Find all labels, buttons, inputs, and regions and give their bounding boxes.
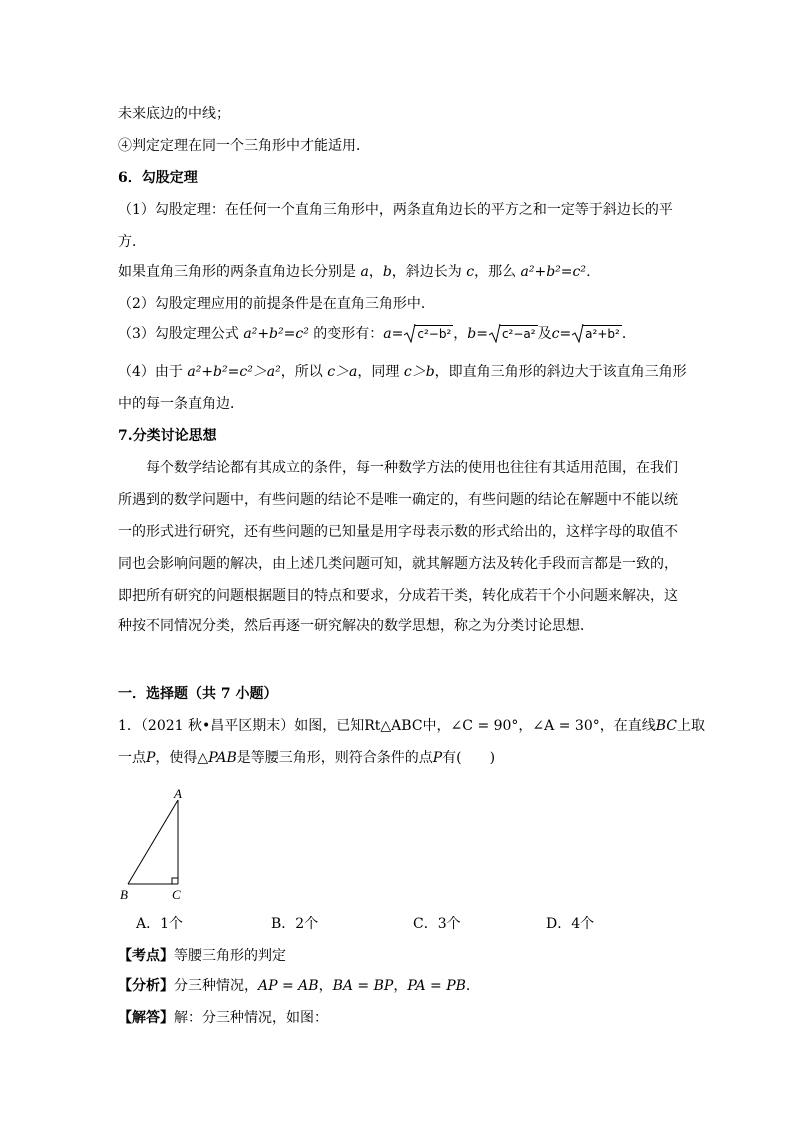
sqrt-expression: a²+b² <box>572 324 622 344</box>
solution: 【解答】解：分三种情况，如图： <box>118 1010 328 1026</box>
text-line: ④判定定理在同一个三角形中才能适用． <box>118 138 370 154</box>
sqrt-expression: c²−b² <box>404 324 453 344</box>
text-line: 如果直角三角形的两条直角边长分别是 a，b，斜边长为 c，那么 a²+b²=c²． <box>118 264 600 280</box>
formula: a²+b²=c²． <box>520 264 600 280</box>
vertex-a-label: A <box>174 786 182 801</box>
knowledge-point: 【考点】等腰三角形的判定 <box>118 948 286 964</box>
option-d[interactable]: D．4个 <box>546 916 595 932</box>
side-ab <box>128 800 178 884</box>
text-line: （4）由于 a²+b²=c²＞a²，所以 c＞a，同理 c＞b，即直角三角形的斜边大于该直角三角形 <box>118 364 687 380</box>
paragraph-line: 同也会影响问题的解决，由上述几类问题可知，就其解题方法及转化手段而言都是一致的， <box>118 556 678 572</box>
paragraph-line: 一的形式进行研究，还有些问题的已知量是用字母表示数的形式给出的，这样字母的取值不 <box>118 524 678 540</box>
paragraph-line: 所遇到的数学问题中，有些问题的结论不是唯一确定的，有些问题的结论在解题中不能以统 <box>118 492 678 508</box>
formula: a²+b²=c² <box>243 326 309 342</box>
text-line: 未来底边的中线； <box>118 106 230 122</box>
right-angle-mark <box>172 878 178 884</box>
vertex-c-label: C <box>172 887 181 902</box>
option-b[interactable]: B．2个 <box>271 916 319 932</box>
text-line: 中的每一条直角边． <box>118 396 244 412</box>
option-a[interactable]: A．1个 <box>136 916 184 932</box>
text-line: （1）勾股定理：在任何一个直角三角形中，两条直角边长的平方之和一定等于斜边长的平 <box>118 202 673 218</box>
text-line: （2）勾股定理应用的前提条件是在直角三角形中． <box>118 296 435 312</box>
section-heading-choice: 一．选择题（共 7 小题） <box>118 686 278 702</box>
paragraph-line: 种按不同情况分类，然后再逐一研究解决的数学思想，称之为分类讨论思想． <box>118 618 594 634</box>
question-line: 一点P，使得△PAB是等腰三角形，则符合条件的点P有( ) <box>118 750 496 766</box>
analysis: 【分析】分三种情况，AP = AB，BA = BP，PA = PB． <box>118 978 480 994</box>
paragraph-line: 即把所有研究的问题根据题目的特点和要求，分成若干类，转化成若干个小问题来解决，这 <box>118 588 678 604</box>
text-line: （3）勾股定理公式 a²+b²=c² 的变形有：a= c²−b² ，b= c²−a² 及c= a²+b² ． <box>118 326 636 342</box>
options-row <box>118 914 618 934</box>
paragraph-line: 每个数学结论都有其成立的条件，每一种数学方法的使用也往往有其适用范围，在我们 <box>146 460 678 476</box>
option-c[interactable]: C．3个 <box>413 916 461 932</box>
vertex-b-label: B <box>120 887 128 902</box>
section-heading-6: 6．勾股定理 <box>118 170 198 186</box>
triangle-figure <box>112 784 202 904</box>
sqrt-expression: c²−a² <box>489 324 538 344</box>
section-heading-7: 7.分类讨论思想 <box>118 428 217 444</box>
text-line: 方． <box>118 234 146 250</box>
question-line: 1．（2021 秋•昌平区期末）如图，已知Rt△ABC中，∠C = 90°，∠A = 30°，在直线BC上取 <box>118 718 705 734</box>
